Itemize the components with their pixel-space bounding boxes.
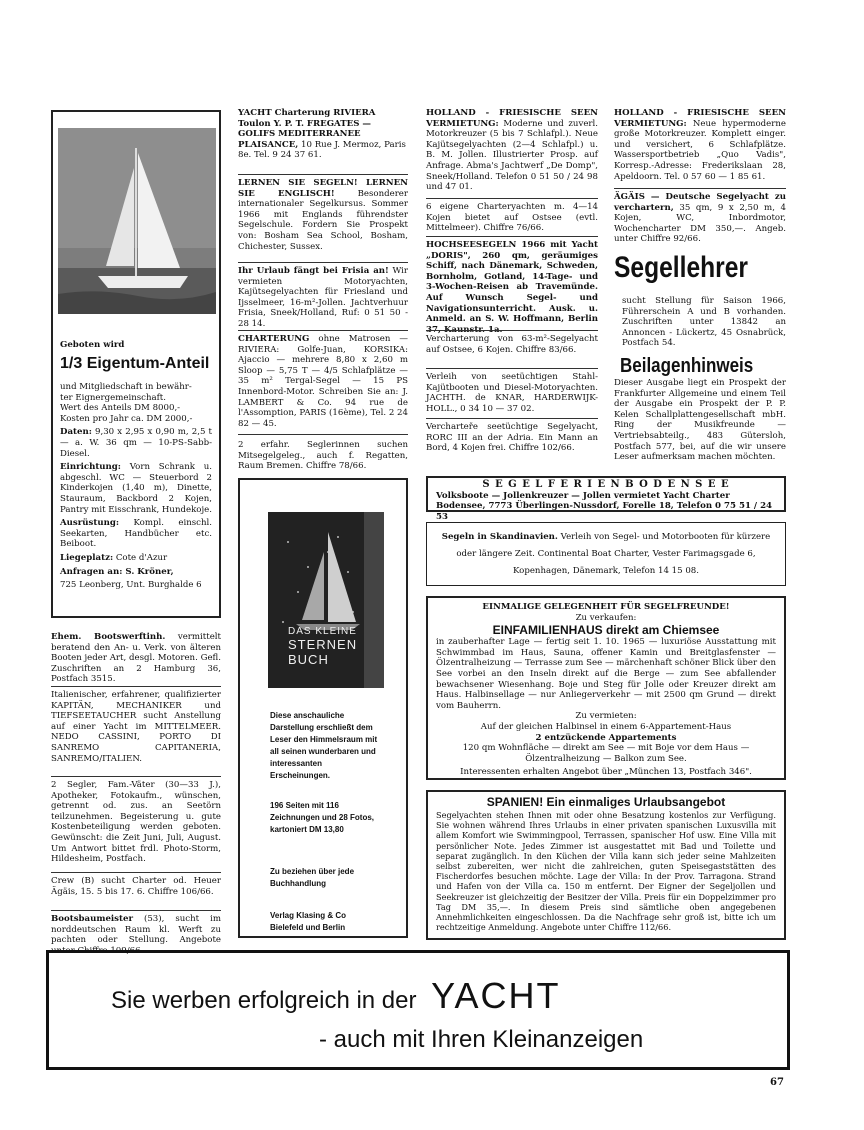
divider [426,418,598,419]
haus-top: EINMALIGE GELEGENHEIT FÜR SEGELFREUNDE! [482,602,730,612]
divider [238,262,408,263]
col1-ad-1-bold: Ehem. Bootswerftinh. [51,632,166,642]
eigentum-line-3: Wert des Anteils DM 8000,- [60,403,181,414]
col2-ad-5 [238,440,408,472]
col3-ad-6-text: Vercharteře seetüchtige Segelyacht, RORC III an der Adria. Ein Mann an Bord, 4 Kojen frei. Chiffre 102/66. [426,422,598,454]
haus-text5: Interessenten erhalten Angebot über „München 13, Postfach 346". [460,767,752,778]
col4-ad-1-text: Neue hypermoderne große Motorkreuzer. Komplett einger. und versichert, 6 Schlafplätze. Wassersportbetrieb „Quo Vadis", Korresp.-Adresse: Frederikslaan 28, Apeldoorn. Tel. 0 57 60 — 1 85 61. [614,118,786,182]
banner-line-1 [111,975,561,1016]
haus-text4: 120 qm Wohnfläche — direkt am See — mit Boje vor dem Haus — Ölzentralheizung — Balkon zum See. [462,743,750,764]
divider [238,434,408,435]
col2-ad-4-text: ohne Matrosen — RIVIERA: Golfe-Juan, KORSIKA: Ajaccio — mehrere 8,80 x 2,60 m Sloop — 5,75 T — 4/5 Schlafplätze — 35 m² Tergal-Segel — 15 PS Innenbord-Motor. Schreiben Sie an: J. LAMBERT & Co. 94 rue de l'Assomption, PARIS (16ème), Tel. 2 24 82 — 45. [238,334,408,429]
spanien-title: SPANIEN! Ein einmaliges Urlaubsangebot [486,795,726,809]
col4-ad-2 [614,192,786,245]
col2-ad-1-text: 10 Rue J. Mermoz, Paris 8e. Tel. 9 24 37 61. [238,139,406,161]
einrichtung-label: Einrichtung: [60,462,121,473]
divider [426,198,598,199]
anfragen-label: Anfragen an: [60,566,123,577]
eigentum-anfragen [60,567,212,578]
book-pages: 196 Seiten mit 116 Zeichnungen und 28 Fotos, kartoniert DM 13,80 [270,801,374,834]
book-title-3: BUCH [288,652,329,667]
col3-ad-1-bold: HOLLAND - FRIESISCHE SEEN VERMIETUNG: [426,108,598,129]
book-publisher: Verlag Klasing & Co Bielefeld und Berlin [270,911,347,932]
col3-ad-5-text: Verleih von seetüchtigen Stahl-Kajütbooten und Diesel-Motoryachten. JACHTH. de KNAR, HARDERWIJK-HOLL., 0 34 10 — 37 02. [426,372,598,414]
col2-ad-5-text: 2 erfahr. Seglerinnen suchen Mitsegelgeleg., auch f. Regatten, Raum Bremen. Chiffre 78/66. [238,440,408,472]
book-title-2: STERNEN [288,637,358,652]
banner-brand: YACHT [431,975,561,1016]
col3-ad-4-text: Vercharterung von 63-m²-Segelyacht auf Ostsee, 6 Kojen. Chiffre 83/66. [426,334,598,355]
col3-ad-1-text: Moderne und zuverl. Motorkreuzer (5 bis 7 Schlafpl.). Neue Kajütsegelyachten (2—4 Schlafpl.) u. B. M. Jollen. Illustrierter Prosp. auf Anfrage. Abma's Jachtwerf „De Domp", Sneek/Holland. Telefon 0 51 50 / 24 98 und 47 01. [426,118,598,193]
divider [51,910,221,911]
col2-ad-4-bold: CHARTERUNG [238,334,310,344]
eigentum-ausruestung [60,518,212,550]
col2-ad-1-bold: YACHT Charterung RIVIERA Toulon Y. P. T. FREGATES — GOLIFS MEDITERRANEE PLAISANCE, [238,108,376,150]
book-order: Zu beziehen über jede Buchhandlung [270,867,355,888]
einrichtung-text: Vorn Schrank u. abgeschl. WC — Steuerbord 2 Kinderkojen (1,40 m), Dinette, Stauraum, Backbord 2 Kojen, Pantry mit Eisschrank, Hundekoje. [60,462,212,515]
col1-ad-1 [51,632,221,685]
skandinavien-bold: Segeln in Skandinavien. [441,532,558,542]
divider [238,330,408,331]
col2-ad-3-text: Wir vermieten Motoryachten, Kajütsegelyachten für Friesland und Ijsselmeer, 16-m²-Jollen. Jachtverhuur Frisia, Sneek/Holland, Ruf: 0 51 50 - 28 14. [238,266,408,329]
col1-ad-3-text: 2 Segler, Fam.-Väter (30—33 J.), Apotheker, Fotokaufm., wünschen, getrennt od. zus. an Seetörn teilzunehmen. Begeisterung u. gute Kostenbeteiligung werden geboten. Gewünscht: die Zeit Juni, Juli, August. Um Antwort bittet frdl. Photo-Storm, Hildesheim, Postfach. [51,780,221,865]
eigentum-line-4: Kosten pro Jahr ca. DM 2000,- [60,413,193,424]
haus-sub2: Zu vermieten: [575,711,637,722]
beilagen-text: Dieser Ausgabe liegt ein Prospekt der Frankfurter Allgemeine und einem Teil der Ausgabe ein Prospekt der P. P. Kelen Schallplattengesellschaft mbH. Ring der Musikfreunde — Vertriebsabteilg., 483 Gütersloh, Postfach 577, bei, auf die wir unsere Leser aufmerksam machen möchten. [614,378,786,463]
eigentum-einrichtung [60,462,212,515]
book-cover [268,512,384,688]
ausruestung-label: Ausrüstung: [60,518,120,529]
col3-ad-1 [426,108,598,193]
chiemsee-ad-box [426,596,786,780]
col3-ad-3-bold: HOCHSEESEGELN 1966 mit Yacht „DORIS", 260 qm, geräumiges Schiff, nach Dänemark, Schweden, Bornholm, Gotland, 14-Tage- und 3-Wochen-Reisen ab Travemünde. Auf Wunsch Segel- und Navigationsunterricht. Ausk. u. Anmeld. an S. W. Hoffmann, Berlin 37, Kaunstr. 1a. [426,240,598,335]
eigentum-body [60,382,212,591]
bodensee-text: Volksboote — Jollenkreuzer — Jollen vermietet Yacht Charter Bodensee, 7773 Überlingen-Nussdorf, Forelle 18, Telefon 0 75 51 / 24 53 [436,490,773,522]
skandinavien-ad-box [426,522,786,586]
divider [426,236,598,237]
divider [238,174,408,175]
eigentum-label: Geboten wird [60,340,125,350]
eigentum-daten [60,427,212,459]
col4-ad-1 [614,108,786,182]
col3-ad-5 [426,372,598,414]
skandinavien-ad [427,523,785,586]
banner-line-2: - auch mit Ihren Kleinanzeigen [319,1026,644,1053]
divider [426,330,598,331]
banner-prefix: Sie werben erfolgreich in der [111,987,417,1014]
col3-ad-4 [426,334,598,355]
col2-ad-2-bold: LERNEN SIE SEGELN! LERNEN SIE ENGLISCH! [238,178,408,199]
col1-ad-3 [51,780,221,865]
col1-ad-2 [51,690,221,764]
col4-ad-2-text: 35 qm, 9 x 2,50 m, 4 Kojen, WC, Inbordmotor, Wochencharter DM 350,—. Angeb. unter Chiffre 92/66. [614,202,786,245]
eigentum-headline: 1/3 Eigentum-Anteil [60,355,210,372]
daten-label: Daten: [60,427,92,438]
anfragen-name: S. Kröner, [122,566,174,577]
col3-ad-2-text: 6 eigene Charteryachten m. 4—14 Kojen bietet auf Ostsee (evtl. Mittelmeer). Chiffre 76/66. [426,202,598,234]
divider [426,368,598,369]
haus-text: in zauberhafter Lage — fertig seit 1. 10. 1965 — luxuriöse Ausstattung mit Schwimmbad im Haus, Sauna, offener Kamin und Breitglasfenster — Ölzentralheizung — Terrasse zum See — märchenhaft schöner Blick über den See vorbei an den Inseln direkt auf die Berge — zum See abfallender bewachsener Wiesenhang. Boje und Steg für Jolle oder Kreuzer direkt am Haus. Halbinsellage — nur Anliegerverkehr — mit 2500 qm Grund — direkt vom Bauherrn. [436,637,776,711]
col3-ad-2 [426,202,598,234]
yacht-banner [46,950,790,1070]
col4-ad-1-bold: HOLLAND - FRIESISCHE SEEN VERMIETUNG: [614,108,786,129]
spanien-ad-box [426,790,786,940]
col3-ad-6 [426,422,598,454]
eigentum-liegeplatz [60,553,212,564]
col2-ad-1 [238,108,408,161]
col2-ad-2-text: Besonderer internationaler Segelkursus. Sommer 1966 mit Englands führendster Segelschule. Fordern Sie Prospekt von: Bosham Sea School, Bosham, Chichester, Sussex. [238,188,408,252]
eigentum-address: 725 Leonberg, Unt. Burghalde 6 [60,580,202,591]
col1-ad-5-text: (53), sucht im norddeutschen Raum kl. Werft zu pachten oder Stellung. Angebote unter Chiffre 109/66. [51,914,221,956]
book-title-1: DAS KLEINE [288,626,357,637]
segellehrer-title: Segellehrer [614,251,749,284]
col3-ad-3 [426,240,598,335]
col1-ad-4-text: Crew (B) sucht Charter od. Heuer Ägäis, 15. 5 bis 17. 6. Chiffre 106/66. [51,876,221,897]
daten-text: 9,30 x 2,95 x 0,90 m, 2,5 t — a. W. 36 qm — 10-PS-Sabb-Diesel. [60,427,212,459]
sailboat-icon [58,128,216,314]
eigentum-line-1: und Mitgliedschaft in bewähr- [60,382,192,392]
col2-ad-3-bold: Ihr Urlaub fängt bei Frisia an! [238,266,389,276]
ausruestung-text: Kompl. einschl. Seekarten, Handbücher etc. Beiboot. [60,518,212,550]
segellehrer-text: sucht Stellung für Saison 1966, Führerschein A und B vorhanden. Zuschriften unter 13842 an Annoncen - Lückertz, 45 Osnabrück, Postfach 54. [622,296,786,349]
divider [614,188,786,189]
book-desc: Diese anschauliche Darstellung erschließt dem Leser den Himmelsraum mit all seinen wunderbaren und interessanten Erscheinungen. [270,711,378,780]
col1-ad-2-text: Italienischer, erfahrener, qualifizierter KAPITÄN, MECHANIKER und TIEFSEETAUCHER sucht Anstellung auf einer Yacht im MITTELMEER. NEDO CASSINI, PORTO DI SANREMO CAPITANERIA, SANREMO/ITALIEN. [51,690,221,764]
eigentum-line-2: ter Eignergemeinschaft. [60,392,166,403]
haus-text2: Auf der gleichen Halbinsel in einem 6-Appartement-Haus [480,721,732,732]
haus-text3: 2 entzückende Appartements [535,732,677,743]
page-number: 67 [770,1077,784,1088]
col2-ad-4 [238,334,408,429]
divider [51,872,221,873]
col1-ad-1-text: vermittelt beratend den An- u. Verk. von älteren Booten jeder Art, desgl. Motoren. Gefl. Zuschriften an 2 Hamburg 36, Postfach 3515. [51,632,221,685]
col1-ad-4 [51,876,221,897]
col4-ad-2-bold: ÄGÄIS — Deutsche Segelyacht zu verchartern, [614,192,786,213]
liegeplatz-label: Liegeplatz: [60,552,114,563]
skandinavien-text: Verleih von Segel- und Motorbooten für kürzere oder längere Zeit. Continental Boat Charter, Vester Farimagsgade 6, Kopenhagen, Dänemark, Telefon 14 15 08. [456,532,771,576]
beilagen-title: Beilagenhinweis [620,355,754,377]
sailboat-photo [58,128,216,314]
bodensee-ad-box [426,476,786,522]
col1-ad-5-bold: Bootsbaumeister [51,914,133,924]
divider [51,776,221,777]
col2-ad-2 [238,178,408,252]
haus-title: EINFAMILIENHAUS direkt am Chiemsee [492,623,720,638]
spanien-text: Segelyachten stehen Ihnen mit oder ohne Besatzung kostenlos zur Verfügung. Sie wohnen während Ihres Urlaubs in einer privaten spanischen Luxusvilla mit allem Komfort wie Swimmingpool, Terrassen, spanischer Hof usw. Eine Villa mit persönlicher Note. Jedes Zimmer ist ausgestattet mit Bad und Toilette und separat zugänglich. In den Küchen der Villa kann sich jeder seine Mahlzeiten selbst zubereiten, wer nicht die zahlreichen, guten Speisegaststätten des Fischerdorfes besuchen möchte. Lage der Villa: In der Prov. Tarragona. Strand und Hafen von der Villa ca. 150 m entfernt. Der Eigner der Segeljollen und Seekreuzer ist gleichzeitig der Besitzer der Villa. Preis für ein Doppelzimmer pro Tag DM 35,—. In diesem Preis sind sämtliche oben angegebenen Annehmlichkeiten eingeschlossen. Da die Nachfrage sehr groß ist, bitte ich um rechtzeitige Anmeldung. Angebote unter Chiffre 112/66. [436,810,776,933]
divider [51,686,221,687]
col2-ad-3 [238,266,408,330]
liegeplatz-text: Cote d'Azur [113,552,168,563]
bodensee-title: S E G E L F E R I E N B O D E N S E E [482,479,730,490]
haus-sub: Zu verkaufen: [575,612,637,623]
